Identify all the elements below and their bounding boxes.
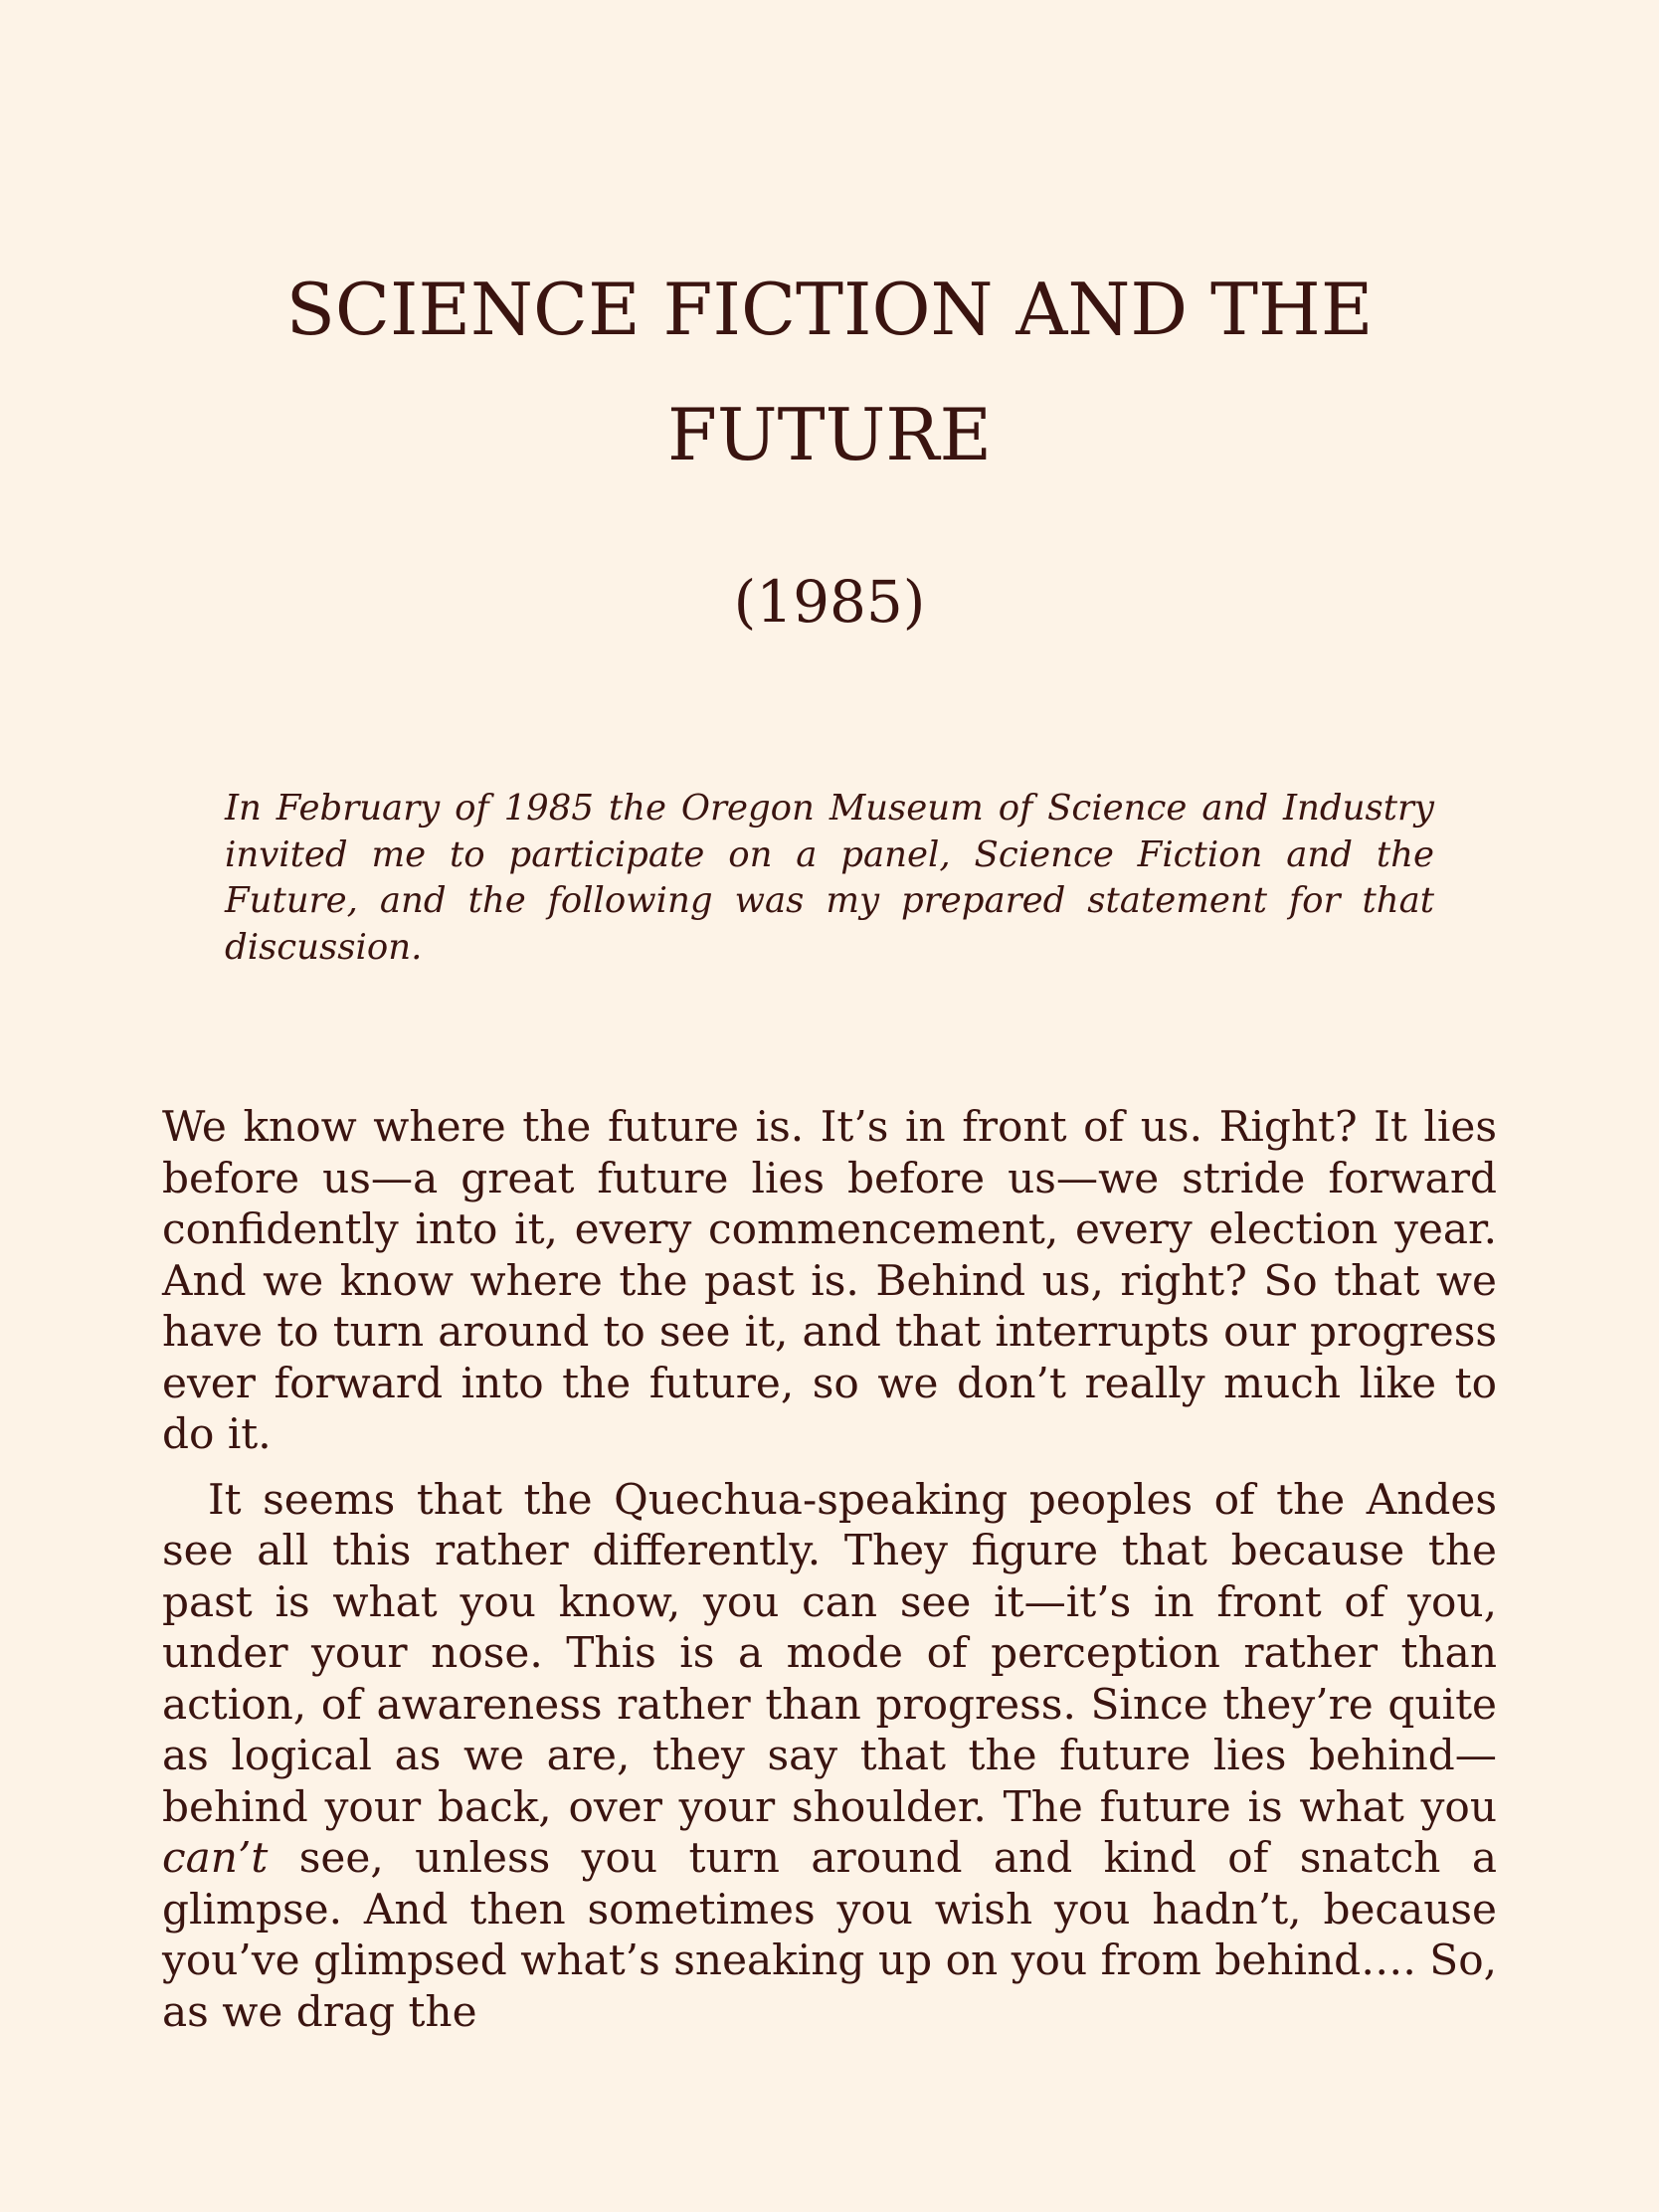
paragraph-2-emphasis: can’t <box>162 1833 269 1882</box>
paragraph-1: We know where the future is. It’s in front of us. Right? It lies before us—a great future lies before us—we stride forward confidently into it, every commencement, every election year. And we know where the past is. Behind us, right? So that we have to turn around to see it, and that interrupts our progress ever forward into the future, so we don’t really much like to do it. <box>162 1102 1497 1458</box>
body-text <box>162 1101 1497 2051</box>
paragraph-2 <box>162 1474 1497 2038</box>
epigraph: In February of 1985 the Oregon Museum of Science and Industry invited me to participate on a panel, Science Fiction and the Future, and the following was my prepared statement for that discussion. <box>225 788 1434 968</box>
chapter-title: SCIENCE FICTION AND THE FUTURE <box>285 268 1374 476</box>
paragraph-2-start: It seems that the Quechua-speaking peoples of the Andes see all this rather differently. They figure that because the past is what you know, you can see it—it’s in front of you, under your nose. This is a mode of perception rather than action, of awareness rather than progress. Since they’re quite as logical as we are, they say that the future lies behind—behind your back, over your shoulder. The future is what you <box>162 1474 1497 1831</box>
paragraph-2-end: see, unless you turn around and kind of snatch a glimpse. And then sometimes you wish you hadn’t, because you’ve glimpsed what’s sneaking up on you from behind…. So, as we drag the <box>162 1833 1497 2036</box>
chapter-year: (1985) <box>733 568 926 636</box>
